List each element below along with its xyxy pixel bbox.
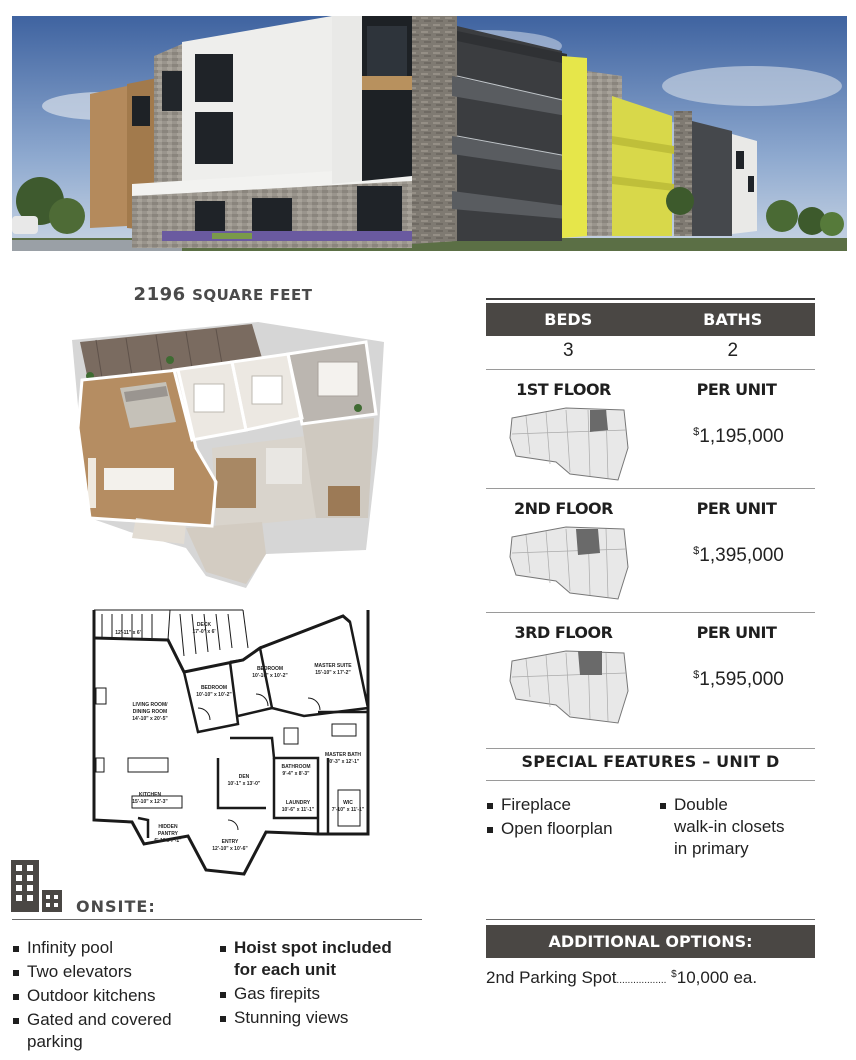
list-item: Outdoor kitchens (12, 985, 172, 1007)
plan-pantry-label: HIDDEN (158, 824, 178, 830)
plan-master-bath-label: MASTER BATH (324, 752, 361, 758)
list-item: Open floorplan (486, 818, 613, 840)
floor-row (486, 489, 815, 609)
square-feet-value: 2196 (133, 284, 186, 305)
top-divider (486, 298, 815, 300)
floor-name: 3RD FLOOR (514, 623, 613, 642)
plan-bedroom2-label: BEDROOM (256, 666, 284, 672)
plan-deck-dim: 17'-0" x 6' (192, 629, 216, 635)
plan-master-suite-dim: 15'-10" x 17'-2" (315, 670, 351, 676)
additional-option-row (486, 968, 815, 988)
additional-options-title: ADDITIONAL OPTIONS: (486, 925, 815, 958)
plan-bedroom1-dim: 10'-10" x 10'-2" (196, 692, 232, 698)
price-value: 1,395,000 (699, 545, 784, 566)
divider (486, 780, 815, 781)
beds-baths-header (486, 303, 815, 336)
plan-deck-label: DECK (196, 622, 212, 628)
option-name: 2nd Parking Spot (486, 968, 617, 987)
plan-deck-dim-label: 12'-11" x 6' (115, 630, 141, 636)
plan-bedroom2-dim: 10'-10" x 10'-2" (252, 673, 288, 679)
plan-bathroom-label: BATHROOM (281, 764, 311, 770)
divider (486, 919, 815, 920)
plan-bedroom1-label: BEDROOM (200, 685, 228, 691)
onsite-right-list (219, 937, 392, 1029)
plan-wic-dim: 7'-10" x 11'-1" (331, 807, 365, 813)
floor-name: 2ND FLOOR (514, 499, 613, 518)
currency-symbol: $ (693, 545, 700, 557)
per-unit-label: PER UNIT (696, 623, 777, 642)
plan-living-label: LIVING ROOM/ (132, 702, 168, 708)
plan-entry-dim: 12'-10" x 10'-6" (212, 846, 248, 852)
list-item-continued: parking (27, 1032, 83, 1051)
baths-header: BATHS (703, 310, 763, 329)
unit-price (676, 426, 801, 448)
plan-bathroom-dim: 9'-4" x 8'-3" (282, 771, 310, 777)
onsite-divider (12, 919, 422, 920)
plan-entry-label: ENTRY (221, 839, 239, 845)
square-feet-heading (80, 284, 366, 305)
floor-name: 1ST FLOOR (516, 380, 611, 399)
list-item: Stunning views (219, 1007, 392, 1029)
per-unit-label: PER UNIT (696, 380, 777, 399)
onsite-title: ONSITE: (76, 897, 156, 916)
plan-wic-label: WIC (343, 800, 353, 806)
per-unit-label: PER UNIT (696, 499, 777, 518)
plan-pantry-label-2: PANTRY (158, 831, 178, 837)
list-item-continued: for each unit (234, 960, 337, 979)
currency-symbol: $ (693, 426, 700, 438)
plan-laundry-label: LAUNDRY (285, 800, 311, 806)
floor-row (486, 370, 815, 490)
unit-price (676, 545, 801, 567)
price-value: 1,195,000 (699, 426, 784, 447)
list-item-highlight: Hoist spot included (219, 937, 392, 959)
beds-header: BEDS (544, 310, 593, 329)
beds-baths-values (486, 337, 815, 367)
option-leader-dots: .................. (616, 975, 667, 986)
square-feet-label: SQUARE FEET (192, 286, 313, 304)
floorplan-3d-rendering (66, 318, 392, 592)
currency-symbol: $ (693, 669, 700, 681)
list-item-continued: in primary (674, 839, 749, 858)
plan-den-label: DEN (238, 774, 250, 780)
list-item: Fireplace (486, 794, 613, 816)
special-features-left-list (486, 794, 613, 840)
building-icon (11, 860, 63, 912)
special-features-right-list (659, 794, 785, 860)
plan-kitchen-label: KITCHEN (138, 792, 162, 798)
list-item: Infinity pool (12, 937, 172, 959)
floor-row (486, 613, 815, 733)
option-price: 10,000 ea. (676, 968, 758, 987)
unit-price (676, 669, 801, 691)
price-value: 1,595,000 (699, 669, 784, 690)
plan-pantry-dim: 6'-1" x 7'-1" (154, 838, 182, 844)
building-rendering (12, 16, 847, 251)
list-item: Two elevators (12, 961, 172, 983)
beds-value: 3 (562, 340, 574, 361)
list-item-continued: walk-in closets (674, 817, 785, 836)
floor-thumbnail (506, 404, 632, 484)
special-features-title: SPECIAL FEATURES – UNIT D (521, 752, 780, 771)
onsite-left-list (12, 937, 172, 1053)
list-item: Gated and covered (12, 1009, 172, 1031)
list-item: Double (659, 794, 785, 816)
list-item: Gas firepits (219, 983, 392, 1005)
currency-symbol: $ (671, 969, 677, 980)
plan-laundry-dim: 10'-6" x 11'-1" (281, 807, 315, 813)
plan-living-dim: 14'-10" x 20'-5" (132, 716, 168, 722)
plan-master-bath-dim: 10'-3" x 12'-1" (326, 759, 360, 765)
floorplan-diagram (88, 608, 378, 890)
plan-kitchen-dim: 15'-10" x 12'-3" (132, 799, 168, 805)
divider (486, 748, 815, 749)
baths-value: 2 (727, 340, 739, 361)
plan-master-suite-label: MASTER SUITE (314, 663, 352, 669)
plan-den-dim: 10'-1" x 13'-0" (227, 781, 261, 787)
floor-thumbnail (506, 647, 632, 727)
floor-thumbnail (506, 523, 632, 603)
plan-dining-label: DINING ROOM (132, 709, 168, 715)
